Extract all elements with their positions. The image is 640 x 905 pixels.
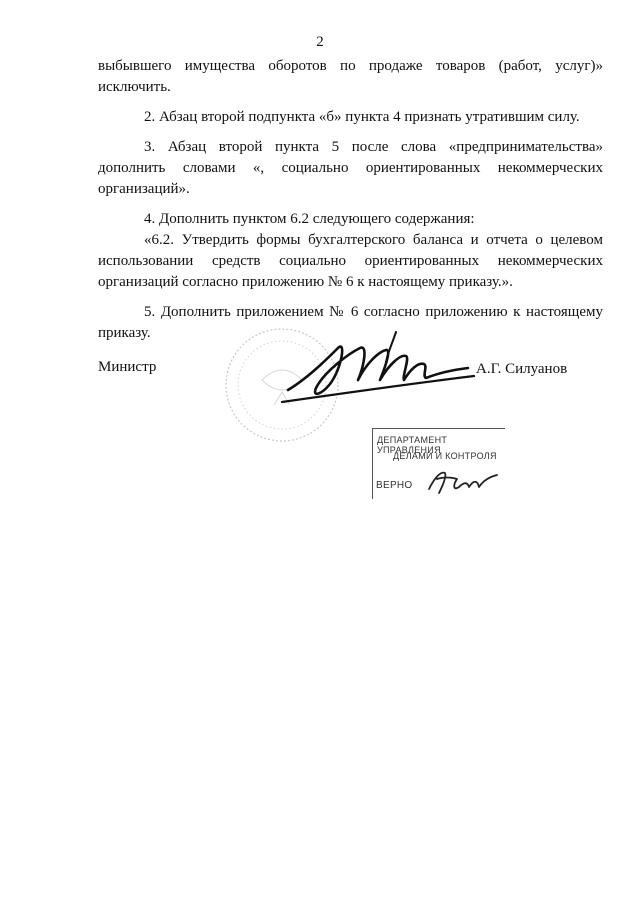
paragraph-item-3: 3. Абзац второй пункта 5 после слова «предпринимательства» дополнить словами «, социально ориентированных некоммерческих организаций». <box>98 139 603 197</box>
paragraph-item-2: 2. Абзац второй подпункта «б» пункта 4 признать утратившим силу. <box>144 109 580 125</box>
paragraph-item-4: 4. Дополнить пунктом 6.2 следующего содержания: <box>144 211 475 227</box>
stamp-initials-signature <box>423 463 503 499</box>
paragraph-item-5: 5. Дополнить приложением № 6 согласно приложению к настоящему приказу. <box>98 304 603 341</box>
page-number: 2 <box>316 34 324 50</box>
stamp-verified-label: ВЕРНО <box>376 480 413 491</box>
verification-stamp <box>372 428 505 499</box>
paragraph-item-4-quote: «6.2. Утвердить формы бухгалтерского баланса и отчета о целевом использовании средств социально ориентированных некоммерческих организаций согласно приложению № 6 к настоящему приказу.». <box>98 232 603 290</box>
stamp-department-line2: ДЕЛАМИ И КОНТРОЛЯ <box>393 451 497 461</box>
paragraph-continuation: выбывшего имущества оборотов по продаже товаров (работ, услуг)» исключить. <box>98 58 603 95</box>
signatory-name: А.Г. Силуанов <box>476 361 568 377</box>
handwritten-signature <box>268 318 478 418</box>
document-body <box>98 56 603 344</box>
stamp-department: ДЕПАРТАМЕНТ УПРАВЛЕНИЯ <box>377 435 448 455</box>
signatory-title: Министр <box>98 359 157 375</box>
